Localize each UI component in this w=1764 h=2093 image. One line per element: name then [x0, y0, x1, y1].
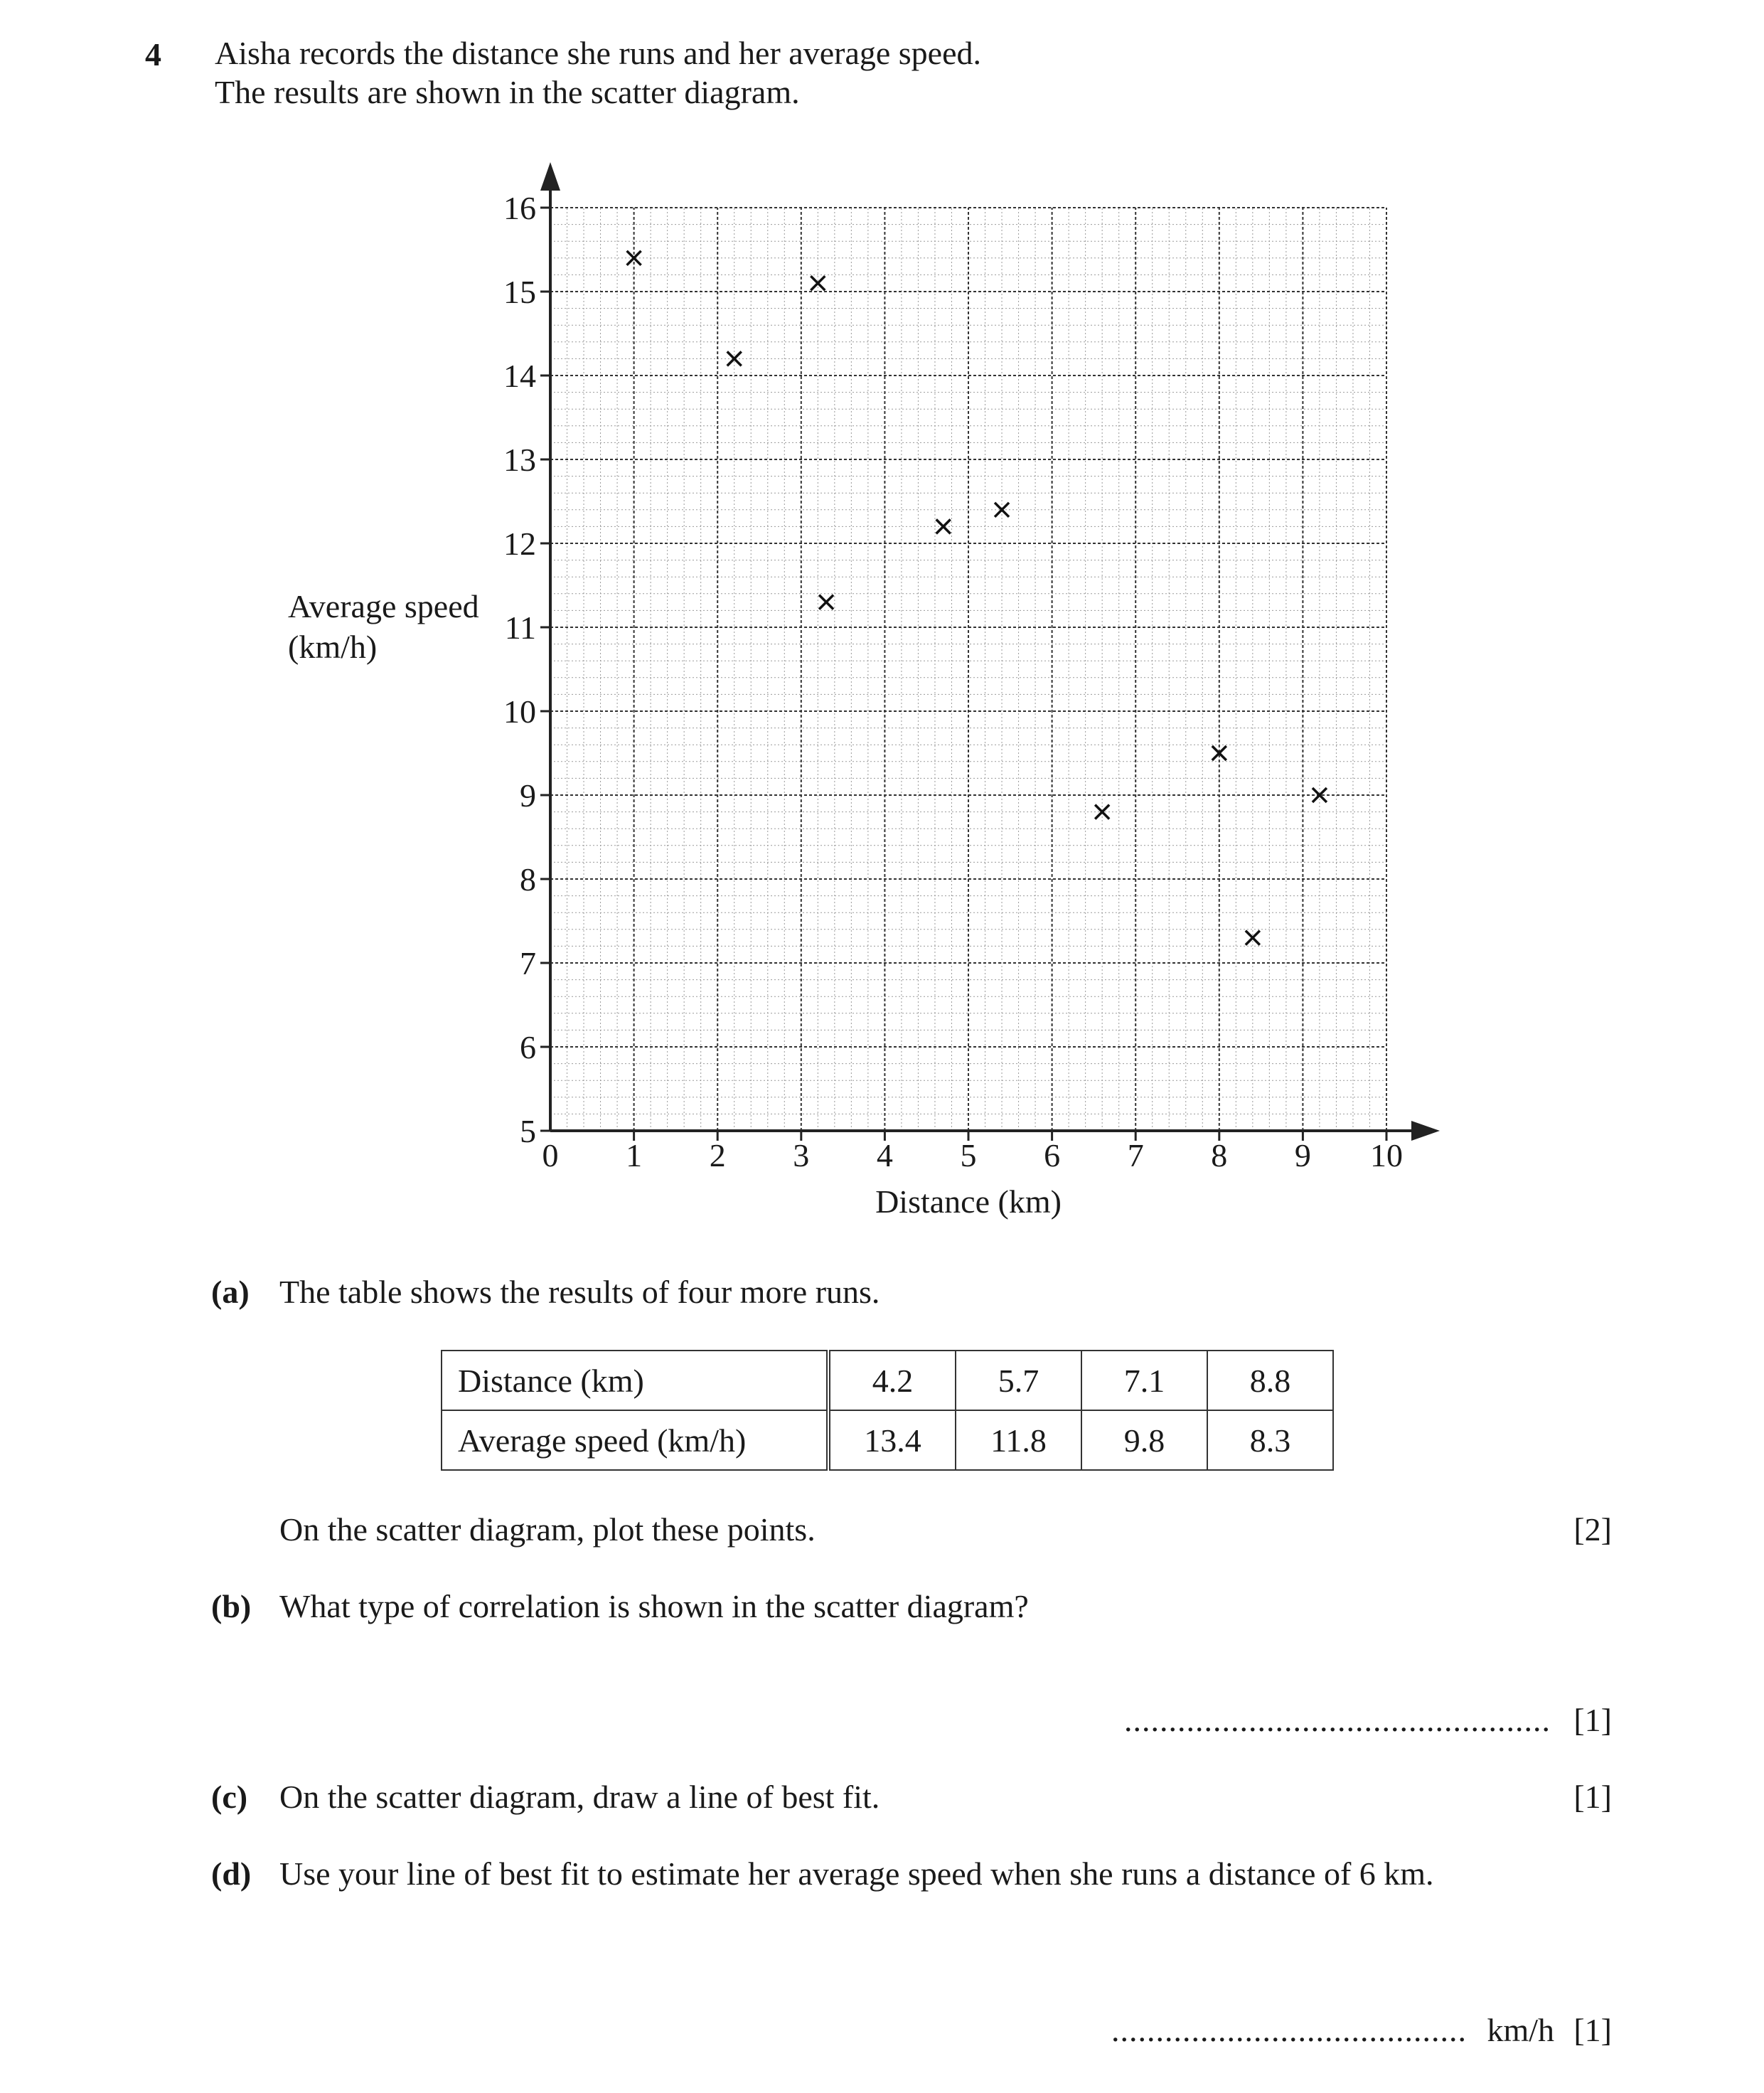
- table-row-distance: [442, 1351, 1333, 1410]
- part-a-instruction: On the scatter diagram, plot these points.: [279, 1511, 816, 1548]
- y-tick-label: 16: [503, 190, 536, 226]
- x-tick-label: 4: [876, 1137, 893, 1173]
- y-axis-label-line-2: (km/h): [288, 629, 378, 665]
- x-tick-label: 1: [626, 1137, 643, 1173]
- x-axis-ticks: [542, 1131, 1404, 1173]
- minor-gridlines: [550, 208, 1386, 1131]
- y-axis-arrow: [540, 162, 560, 191]
- part-a-marks: [2]: [1573, 1511, 1612, 1548]
- table-cell: 8.3: [1207, 1410, 1333, 1470]
- x-tick-label: 2: [709, 1137, 726, 1173]
- y-tick-label: 6: [520, 1029, 536, 1065]
- y-axis-label-line-1: Average speed: [288, 588, 479, 624]
- data-point-cross: [819, 595, 833, 609]
- data-point-cross: [811, 276, 825, 290]
- part-b-label: (b): [211, 1588, 252, 1624]
- y-tick-label: 12: [503, 526, 536, 562]
- x-tick-label: 6: [1044, 1137, 1061, 1173]
- y-tick-label: 8: [520, 861, 536, 898]
- part-a-label: (a): [211, 1274, 250, 1310]
- part-a-text: The table shows the results of four more runs.: [279, 1274, 880, 1310]
- table-cell: 13.4: [828, 1410, 956, 1470]
- y-axis-ticks: [503, 190, 550, 1149]
- x-tick-label: 7: [1127, 1137, 1144, 1173]
- x-tick-label: 10: [1370, 1137, 1403, 1173]
- x-tick-label: 9: [1294, 1137, 1311, 1173]
- table-cell: 11.8: [956, 1410, 1081, 1470]
- table-cell: 4.2: [828, 1351, 956, 1410]
- y-tick-label: 15: [503, 274, 536, 310]
- x-tick-label: 3: [793, 1137, 810, 1173]
- question-intro-line-2: The results are shown in the scatter diagram.: [215, 74, 800, 110]
- x-axis-label: Distance (km): [875, 1183, 1062, 1220]
- table-cell: 9.8: [1081, 1410, 1207, 1470]
- question-intro-line-1: Aisha records the distance she runs and her average speed.: [215, 35, 982, 71]
- runs-table: [441, 1350, 1334, 1471]
- axes: [540, 162, 1440, 1141]
- x-tick-label: 5: [960, 1137, 977, 1173]
- data-point-cross: [1212, 746, 1226, 760]
- part-c-label: (c): [211, 1779, 248, 1815]
- x-tick-label: 0: [542, 1137, 559, 1173]
- part-d-answer-line[interactable]: ........................................: [1111, 2012, 1467, 2048]
- y-tick-label: 13: [503, 442, 536, 478]
- part-d-label: (d): [211, 1855, 252, 1892]
- part-c-text: On the scatter diagram, draw a line of best fit.: [279, 1779, 880, 1815]
- table-header-distance: Distance (km): [442, 1351, 828, 1410]
- question-number: 4: [145, 36, 161, 73]
- part-b-marks: [1]: [1573, 1702, 1612, 1738]
- y-tick-label: 7: [520, 945, 536, 981]
- table-cell: 5.7: [956, 1351, 1081, 1410]
- y-tick-label: 10: [503, 693, 536, 730]
- table-row-speed: [442, 1410, 1333, 1470]
- table-cell: 8.8: [1207, 1351, 1333, 1410]
- part-d-text: Use your line of best fit to estimate her average speed when she runs a distance of 6 km.: [279, 1855, 1434, 1892]
- part-c-marks: [1]: [1573, 1779, 1612, 1815]
- x-axis-arrow: [1411, 1121, 1440, 1141]
- table-cell: 7.1: [1081, 1351, 1207, 1410]
- part-d-unit: km/h: [1487, 2012, 1554, 2048]
- x-tick-label: 8: [1211, 1137, 1228, 1173]
- y-tick-label: 11: [504, 609, 536, 646]
- part-d-marks: [1]: [1573, 2012, 1612, 2048]
- y-tick-label: 5: [520, 1113, 536, 1149]
- data-point-cross: [1246, 931, 1260, 945]
- y-tick-label: 14: [503, 358, 536, 394]
- y-tick-label: 9: [520, 777, 536, 814]
- part-b-answer-line[interactable]: ................................................: [1124, 1702, 1551, 1738]
- major-gridlines: [550, 208, 1386, 1131]
- table-header-speed: Average speed (km/h): [442, 1410, 828, 1470]
- part-b-text: What type of correlation is shown in the scatter diagram?: [279, 1588, 1029, 1624]
- data-points: [627, 251, 1327, 945]
